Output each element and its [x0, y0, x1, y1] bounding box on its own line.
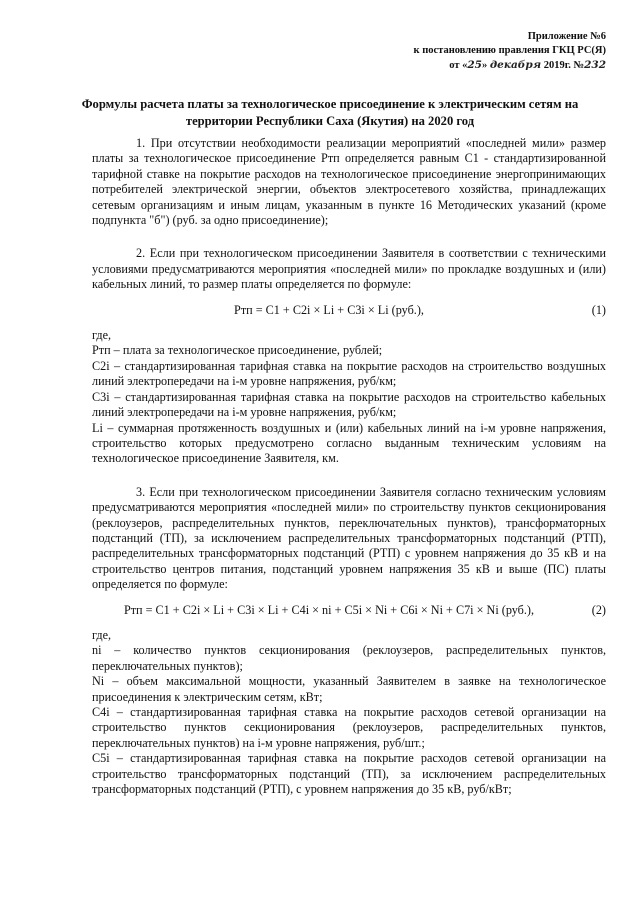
resolution-reference: к постановлению правления ГКЦ РС(Я): [413, 45, 606, 56]
definition-1: Pтп – плата за технологическое присоединение, рублей;: [92, 343, 383, 358]
definition-3: C3i – стандартизированная тарифная ставка на покрытие расходов на строительство кабельных линий электропередачи на i-м уровне напряжения, руб/км;: [92, 389, 606, 420]
handwritten-day: 25: [467, 59, 482, 71]
paragraph-2: 2. Если при технологическом присоединении Заявителя в соответствии с техническими условиями предусматриваются мероприятия «последней мили» по прокладке воздушных и (или) кабельных линий, то размер платы определяется по формуле:: [92, 246, 606, 292]
document-title: Формулы расчета платы за технологическое присоединение к электрическим сетям на территории Республики Саха (Якутия) на 2020 год: [81, 97, 579, 128]
definition-2: C2i – стандартизированная тарифная ставка на покрытие расходов на строительство воздушных линий электропередачи на i-м уровне напряжения, руб/км;: [92, 358, 606, 389]
formula-1-number: (1): [591, 302, 606, 317]
formula-1-expression: Pтп = C1 + C2i × Li + C3i × Li (руб.),: [234, 302, 424, 317]
handwritten-number: 232: [584, 59, 606, 71]
paragraph-3: 3. Если при технологическом присоединении Заявителя согласно техническим условиям предусматриваются мероприятия «последней мили» по строительству пунктов секционирования (реклоузеров, распределительных пунктов, переключательных пунктов), трансформаторных подстанций (ТП), за исключением распределительных трансформаторных подстанций (РТП), распределительных трансформаторных подстанций (РТП) с уровнем напряжения до 35 кВ и на строительство центров питания, подстанций уровнем напряжения 35 кВ и выше (ПС) платы определяется по формуле:: [92, 484, 606, 592]
definition-8: C5i – стандартизированная тарифная ставка на покрытие расходов сетевой организации на строительство трансформаторных подстанций (ТП), за исключением распределительных трансформаторных подстанций (РТП), с уровнем напряжения до 35 кВ, руб/кВт;: [92, 751, 606, 797]
where-label-1: где,: [92, 328, 112, 343]
formula-2: [92, 603, 606, 618]
definition-5: ni – количество пунктов секционирования (реклоузеров, распределительных пунктов, переключательных пунктов);: [92, 643, 606, 673]
formula-1: [92, 303, 606, 318]
resolution-date: от «25» декабря 2019г. №232: [449, 59, 606, 71]
document-body: [92, 136, 606, 797]
appendix-header: [414, 30, 606, 73]
definition-7: C4i – стандартизированная тарифная ставка на покрытие расходов сетевой организации на строительство пунктов секционирования (реклоузеров, распределительных пунктов, переключательных пунктов) на i-м уровне напряжения, руб/шт.;: [92, 705, 606, 750]
definition-4: Li – суммарная протяженность воздушных и (или) кабельных линий на i-м уровне напряжения, строительство которых предусмотрено согласно выданным техническим условиям на технологическое присоединение Заявителя, км.: [92, 420, 606, 466]
formula-2-number: (2): [591, 602, 606, 617]
where-label-2: где,: [92, 627, 112, 642]
definition-6: Ni – объем максимальной мощности, указанный Заявителем в заявке на технологическое присоединения к электрическим сетям, кВт;: [92, 674, 606, 704]
formula-2-expression: Pтп = C1 + C2i × Li + C3i × Li + C4i × ni + C5i × Ni + C6i × Ni + C7i × Ni (руб.),: [123, 602, 535, 617]
appendix-number: Приложение №6: [527, 31, 606, 42]
paragraph-1: 1. При отсутствии необходимости реализации мероприятий «последней мили» размер платы за технологическое присоединение Pтп определяется равным C1 - стандартизированной тарифной ставке на покрытие расходов на технологическое присоединение энергопринимающих потребителей электрической энергии, объектов электросетевого хозяйства, принадлежащих сетевым организациям и иным лицам, указанным в пункте 16 Методических указаний (кроме подпункта "б") (руб. за одно присоединение);: [92, 136, 606, 228]
handwritten-month: декабря: [489, 59, 542, 71]
